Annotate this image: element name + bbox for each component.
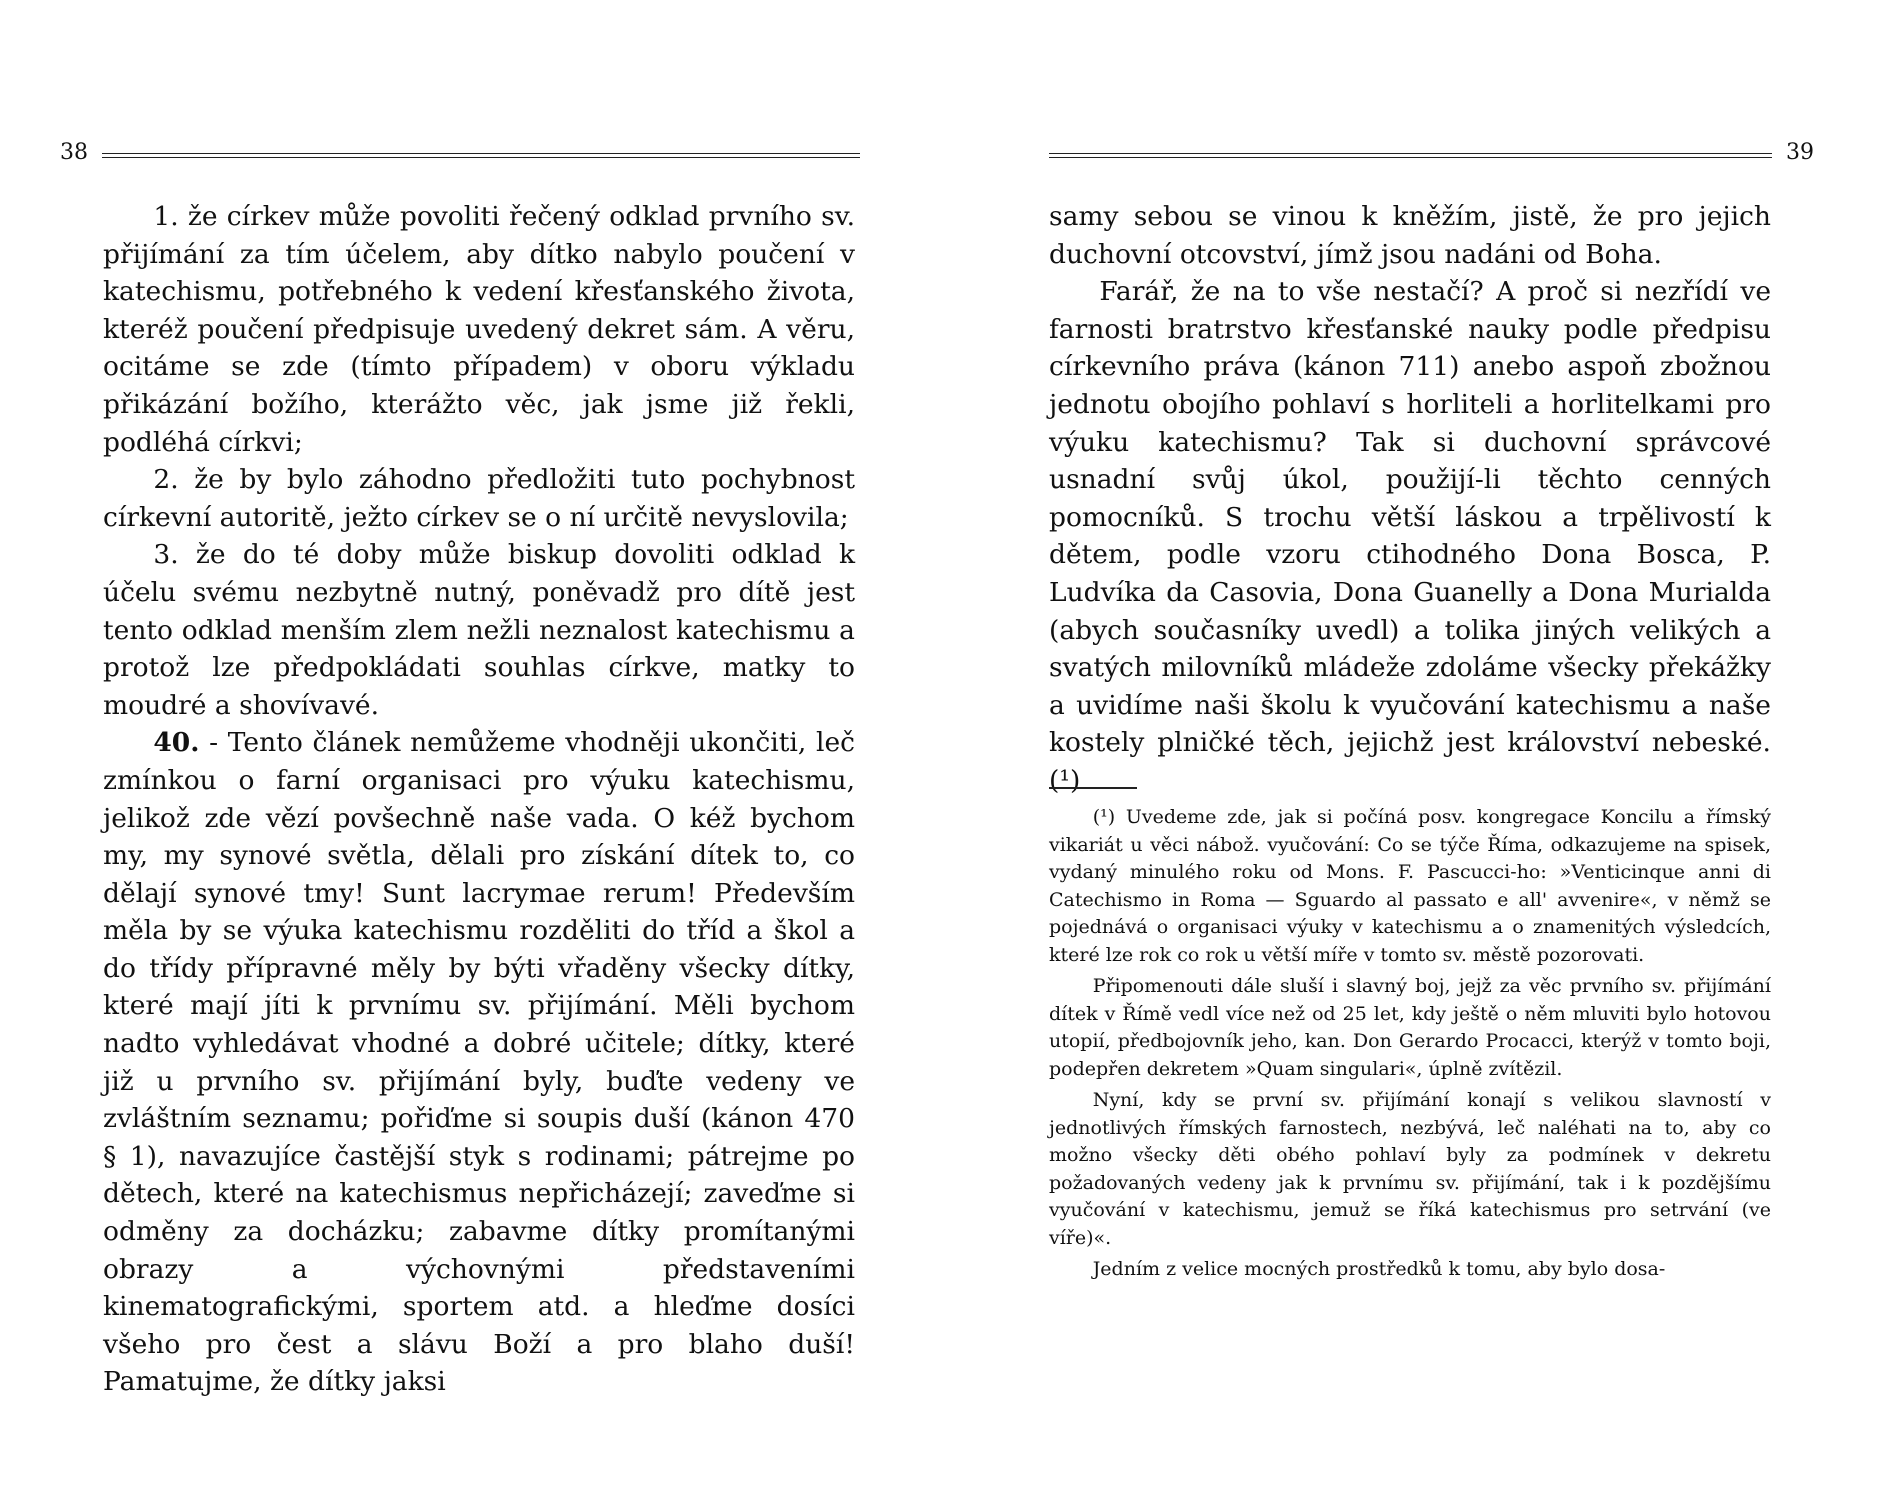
- paragraph-continuation: samy sebou se vinou k kněžím, jistě, že pro jejich duchovní otcovství, jímž jsou nadáni od Boha.: [1049, 201, 1771, 270]
- footnote-1: (¹) Uvedeme zde, jak si počíná posv. kongregace Koncilu a římský vikariát u věci nábož. vyučování: Co se týče Říma, odkazujeme na spisek, vydaný minulého roku od Mons. F. Pascucci-ho: »Venticinque anni di Catechismo in Roma — Sguardo al passato e all' avvenire«, v němž se pojednává o organisaci výuky v katechismu a o znamenitých výsledcích, které lze rok co rok u větší míře v tomto sv. městě pozorovati.: [1049, 806, 1771, 966]
- footnotes: [1049, 804, 1771, 1288]
- header-rule-right: [1049, 153, 1772, 158]
- footnote-3: Nyní, kdy se první sv. přijímání konají s velikou slavností v jednotlivých římských farnostech, nezbývá, leč naléhati na to, aby co možno všecky děti obého pohlaví byly za podmínek v dekretu požadovaných vedeny jak k prvnímu sv. přijímání, tak i k pozdějšímu vyučování v katechismu, jemuž se říká katechismus pro setrvání (ve víře)«.: [1049, 1089, 1771, 1249]
- footnote-2: Připomenouti dále sluší i slavný boj, jejž za věc prvního sv. přijímání dítek v Římě vedl více než od 25 let, kdy ještě o něm mluviti bylo hotovou utopií, předbojovník jeho, kan. Don Gerardo Procacci, kterýž v tomto boji, podepřen dekretem »Quam singulari«, úplně zvítězil.: [1049, 975, 1771, 1080]
- page-number-right: 39: [1786, 140, 1814, 165]
- header-rule-left: [102, 153, 860, 158]
- left-page-header: [60, 138, 860, 168]
- section-number: 40.: [153, 727, 200, 759]
- footnote-4: Jedním z velice mocných prostředků k tomu, aby bylo dosa-: [1092, 1258, 1666, 1280]
- right-page-header: [1049, 138, 1814, 168]
- paragraph-farar: Farář, že na to vše nestačí? A proč si nezřídí ve farnosti bratrstvo křesťanské nauky podle předpisu církevního práva (kánon 711) anebo aspoň zbožnou jednotu obojího pohlaví s horliteli a horlitelkami pro výuku katechismu? Tak si duchovní správcové usnadní svůj úkol, použijí-li těchto cenných pomocníků. S trochu větší láskou a trpělivostí k dětem, podle vzoru ctihodného Dona Bosca, P. Ludvíka da Casovia, Dona Guanelly a Dona Murialda (abych současníky uvedl) a tolika jiných velikých a svatých milovníků mládeže zdoláme všecky překážky a uvidíme naši školu k vyučování katechismu a naše kostely plničké těch, jejichž jest království nebeské.(¹): [1049, 276, 1771, 796]
- right-page-body: [1049, 198, 1771, 800]
- footnote-separator: [1049, 787, 1137, 789]
- page-number-left: 38: [60, 140, 88, 165]
- left-page-body: [103, 198, 855, 1401]
- section-text: - Tento článek nemůžeme vhodněji ukončiti, leč zmínkou o farní organisaci pro výuku katechismu, jelikož zde vězí povšechně naše vada. O kéž bychom my, my synové světla, dělali pro získání dítek to, co dělají synové tmy! Sunt lacrymae rerum! Především měla by se výuka katechismu rozděliti do tříd a škol a do třídy přípravné měly by býti vřaděny všecky dítky, které mají jíti k prvnímu sv. přijímání. Měli bychom nadto vyhledávat vhodné a dobré učitele; dítky, které již u prvního sv. přijímání byly, buďte vedeny ve zvláštním seznamu; pořiďme si soupis duší (kánon 470 § 1), navazujíce častější styk s rodinami; pátrejme po dětech, které na katechismus nepřicházejí; zaveďme si odměny za docházku; zabavme dítky promítanými obrazy a výchovnými představeními kinematografickými, sportem atd. a hleďme dosíci všeho pro čest a slávu Boží a pro blaho duší! Pamatujme, že dítky jaksi: [103, 727, 855, 1398]
- paragraph-point-1: 1. že církev může povoliti řečený odklad prvního sv. přijímání za tím účelem, aby dítko nabylo poučení v katechismu, potřebného k vedení křesťanského života, kteréž poučení předpisuje uvedený dekret sám. A věru, ocitáme se zde (tímto případem) v oboru výkladu přikázání božího, kterážto věc, jak jsme již řekli, podléhá církvi;: [103, 201, 855, 458]
- paragraph-point-3: 3. že do té doby může biskup dovoliti odklad k účelu svému nezbytně nutný, poněvadž pro dítě jest tento odklad menším zlem nežli neznalost katechismu a protož lze předpokládati souhlas církve, matky to moudré a shovívavé.: [103, 539, 855, 721]
- section-40-paragraph: [103, 724, 855, 1401]
- paragraph-point-2: 2. že by bylo záhodno předložiti tuto pochybnost církevní autoritě, ježto církev se o ní určitě nevyslovila;: [103, 464, 855, 533]
